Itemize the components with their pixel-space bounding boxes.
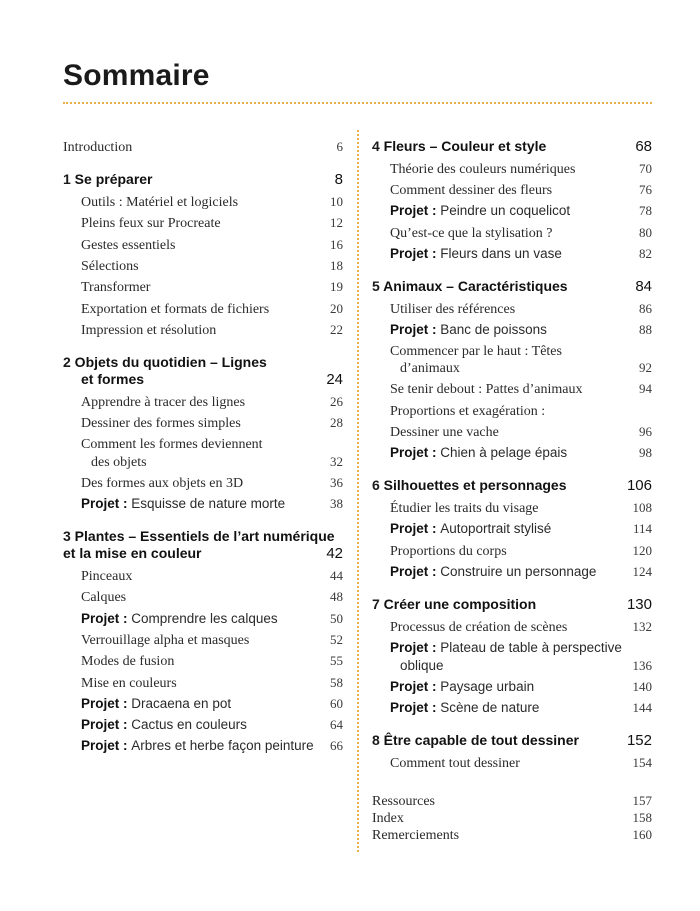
toc-item-label: [390, 300, 515, 318]
toc-item: [81, 652, 343, 670]
toc-backmatter-label: [372, 826, 459, 844]
toc-item-label: [390, 160, 575, 178]
toc-item-label: [81, 236, 175, 254]
toc-item: [390, 563, 652, 581]
section-number: 6: [372, 477, 380, 493]
toc-section-3-label: [63, 528, 335, 546]
toc-section-1-label: [63, 171, 153, 189]
toc-item: [81, 631, 343, 649]
toc-item-label: [81, 193, 238, 211]
toc-item: [81, 567, 343, 585]
backmatter-label: Remerciements: [372, 828, 460, 843]
entry-text: Scène de nature: [440, 700, 540, 715]
toc-backmatter-label: [372, 809, 404, 827]
toc-item: [390, 245, 652, 263]
toc-item-label: [81, 674, 177, 692]
section-number: 8: [372, 732, 380, 748]
toc-item: [81, 716, 343, 734]
toc-section-3-cont-page: 42: [326, 545, 343, 562]
toc-item-page: 10: [330, 194, 343, 209]
section-number: 5: [372, 278, 380, 294]
toc-item-label: [390, 618, 567, 636]
toc-item: [390, 321, 652, 339]
toc-item-page: 48: [330, 589, 343, 604]
toc-item-page: 78: [639, 203, 652, 218]
toc-item-label: [390, 639, 622, 657]
toc-item-label: [390, 342, 562, 360]
section-title: Objets du quotidien – Lignes: [70, 354, 267, 370]
toc-item-label: [81, 278, 150, 296]
toc-item-page: 70: [639, 161, 652, 176]
toc-item: [81, 588, 343, 606]
toc-section-1-page: 8: [334, 171, 343, 188]
toc-section-2: [63, 354, 343, 372]
toc-item: [81, 214, 343, 232]
toc-item-label: [81, 214, 221, 232]
entry-text: Dracaena en pot: [131, 696, 232, 711]
entry-text: Verrouillage alpha et masques: [81, 633, 250, 648]
section-number: 7: [372, 596, 380, 612]
project-tag: Projet :: [390, 445, 441, 460]
entry-text: Comprendre les calques: [131, 611, 278, 626]
page-title: Sommaire: [63, 59, 210, 92]
toc-item-page: 58: [330, 675, 343, 690]
toc-item-label: [390, 699, 539, 717]
project-tag: Projet :: [81, 717, 132, 732]
toc-item-cont-label: [400, 657, 444, 675]
toc-section-3-cont: [63, 545, 343, 563]
toc-item-cont-page: 32: [330, 454, 343, 469]
toc-section-2-cont-page: 24: [326, 371, 343, 388]
toc-item-cont-label: [400, 359, 460, 377]
entry-text: Modes de fusion: [81, 654, 175, 669]
toc-item-label: [81, 695, 231, 713]
toc-item-label: [81, 300, 269, 318]
toc-section-8-page: 152: [626, 732, 652, 749]
toc-item-label: [81, 257, 139, 275]
toc-item: [81, 737, 343, 755]
toc-item-label: [390, 444, 567, 462]
entry-text: Outils : Matériel et logiciels: [81, 195, 239, 210]
toc-item-label: [390, 224, 553, 242]
toc-section-7: [372, 596, 652, 614]
entry-text: Proportions du corps: [390, 544, 507, 559]
toc-item-page: 50: [330, 611, 343, 626]
section-title-cont: et la mise en couleur: [63, 545, 202, 561]
toc-section-5: [372, 278, 652, 296]
toc-section-7-label: [372, 596, 536, 614]
project-tag: Projet :: [81, 696, 132, 711]
toc-item-page: 38: [330, 496, 343, 511]
toc-item: [390, 202, 652, 220]
entry-text: Impression et résolution: [81, 323, 217, 338]
toc-item-label: [81, 631, 249, 649]
toc-item-label: [390, 380, 582, 398]
entry-text: Processus de création de scènes: [390, 620, 568, 635]
toc-item-page: 20: [330, 301, 343, 316]
toc-item: [390, 618, 652, 636]
section-number: 3: [63, 528, 71, 544]
toc-item-label: [81, 435, 263, 453]
entry-text: Autoportrait stylisé: [440, 521, 552, 536]
toc-intro-label: [63, 138, 132, 156]
toc-item-page: 76: [639, 182, 652, 197]
toc-section-3: [63, 528, 343, 546]
toc-item: [81, 393, 343, 411]
toc-item-label: [390, 402, 545, 420]
entry-text: Construire un personnage: [440, 564, 597, 579]
toc-item-label: [390, 181, 552, 199]
section-title: Fleurs – Couleur et style: [379, 138, 547, 154]
toc-item-label: [390, 202, 570, 220]
toc-backmatter: [372, 792, 652, 810]
section-number: 1: [63, 171, 71, 187]
toc-item-label: [390, 520, 551, 538]
toc-item: [390, 499, 652, 517]
toc-item-page: 60: [330, 696, 343, 711]
toc-item: [390, 639, 652, 657]
toc-item-label: [81, 652, 174, 670]
entry-text: d’animaux: [400, 361, 460, 376]
toc-item-cont-page: 136: [632, 658, 652, 673]
entry-text: Comment les formes deviennent: [81, 437, 263, 452]
toc-backmatter-page: 160: [632, 827, 652, 842]
intro-label: Introduction: [63, 140, 133, 155]
toc-item-page: 19: [330, 279, 343, 294]
toc-item-page: 66: [330, 738, 343, 753]
toc-item-page: 18: [330, 258, 343, 273]
toc-item: [390, 181, 652, 199]
toc-item-page: 16: [330, 237, 343, 252]
toc-item: [81, 300, 343, 318]
section-title-cont: et formes: [81, 371, 145, 387]
section-title: Se préparer: [70, 171, 153, 187]
toc-item-page: 144: [632, 700, 652, 715]
toc-section-8: [372, 732, 652, 750]
toc-item-label: [81, 737, 314, 755]
toc-item-page: 86: [639, 301, 652, 316]
toc-item-page: 55: [330, 653, 343, 668]
toc-item-page: 52: [330, 632, 343, 647]
toc-item: [81, 610, 343, 628]
entry-text: Comment tout dessiner: [390, 756, 520, 771]
toc-item: [390, 520, 652, 538]
entry-text: Utiliser des références: [390, 302, 516, 317]
entry-text: Gestes essentiels: [81, 238, 176, 253]
toc-item: [390, 342, 652, 360]
entry-text: Des formes aux objets en 3D: [81, 476, 244, 491]
project-tag: Projet :: [390, 246, 441, 261]
entry-text: des objets: [91, 455, 147, 470]
toc-item: [390, 678, 652, 696]
toc-section-4: [372, 138, 652, 156]
toc-item-cont-page: 96: [639, 424, 652, 439]
column-divider: [357, 130, 359, 852]
toc-backmatter: [372, 826, 652, 844]
toc-item: [390, 402, 652, 420]
toc-item-page: 22: [330, 322, 343, 337]
toc-item: [81, 321, 343, 339]
toc-backmatter: [372, 809, 652, 827]
project-tag: Projet :: [390, 679, 441, 694]
entry-text: Dessiner une vache: [390, 425, 499, 440]
toc-item: [81, 674, 343, 692]
toc-item: [81, 435, 343, 453]
toc-item-label: [81, 474, 243, 492]
toc-item-label: [390, 499, 539, 517]
toc-item-cont-page: 92: [639, 360, 652, 375]
toc-item-label: [81, 610, 278, 628]
toc-backmatter-page: 157: [632, 793, 652, 808]
toc-item-page: 120: [632, 543, 652, 558]
toc-section-3-cont-label: [63, 545, 202, 563]
toc-item-page: 12: [330, 215, 343, 230]
project-tag: Projet :: [390, 640, 441, 655]
toc-item-cont: [400, 359, 652, 377]
toc-section-6-label: [372, 477, 567, 495]
toc-item-label: [81, 567, 132, 585]
entry-text: Dessiner des formes simples: [81, 416, 241, 431]
project-tag: Projet :: [81, 611, 132, 626]
toc-item: [81, 474, 343, 492]
toc-item: [81, 278, 343, 296]
entry-text: Sélections: [81, 259, 139, 274]
toc-item-label: [390, 321, 547, 339]
toc-section-2-label: [63, 354, 267, 372]
toc-item: [81, 193, 343, 211]
project-tag: Projet :: [81, 738, 132, 753]
toc-item-page: 44: [330, 568, 343, 583]
toc-item-page: 132: [632, 619, 652, 634]
toc-section-4-label: [372, 138, 546, 156]
backmatter-label: Ressources: [372, 794, 435, 809]
toc-item-cont-label: [390, 423, 499, 441]
section-number: 4: [372, 138, 380, 154]
backmatter-label: Index: [372, 811, 404, 826]
toc-section-2-cont-label: [81, 371, 144, 389]
title-divider: [63, 102, 652, 104]
entry-text: Fleurs dans un vase: [440, 246, 562, 261]
toc-item-page: 124: [632, 564, 652, 579]
section-title: Créer une composition: [379, 596, 537, 612]
project-tag: Projet :: [390, 322, 441, 337]
toc-intro: [63, 138, 343, 156]
toc-item-cont: [91, 453, 343, 471]
entry-text: Paysage urbain: [440, 679, 535, 694]
entry-text: Mise en couleurs: [81, 676, 177, 691]
project-tag: Projet :: [81, 496, 132, 511]
entry-text: Arbres et herbe façon peinture: [131, 738, 314, 753]
toc-item-label: [81, 393, 245, 411]
toc-item: [81, 695, 343, 713]
toc-item-page: 36: [330, 475, 343, 490]
toc-item: [390, 300, 652, 318]
toc-item-page: 98: [639, 445, 652, 460]
toc-item-label: [390, 245, 562, 263]
project-tag: Projet :: [390, 564, 441, 579]
toc-section-6: [372, 477, 652, 495]
toc-item-label: [390, 563, 596, 581]
toc-item: [81, 414, 343, 432]
toc-item: [390, 444, 652, 462]
toc-item: [81, 257, 343, 275]
toc-item: [390, 224, 652, 242]
toc-backmatter-label: [372, 792, 435, 810]
toc-item-page: 108: [632, 500, 652, 515]
toc-item-label: [81, 321, 216, 339]
toc-item-label: [81, 495, 285, 513]
toc-item-label: [81, 588, 126, 606]
toc-item-page: 88: [639, 322, 652, 337]
project-tag: Projet :: [390, 521, 441, 536]
toc-intro-page: 6: [336, 139, 343, 154]
toc-section-6-page: 106: [626, 477, 652, 494]
toc-item: [81, 236, 343, 254]
toc-item-page: 64: [330, 717, 343, 732]
project-tag: Projet :: [390, 700, 441, 715]
entry-text: Esquisse de nature morte: [131, 496, 286, 511]
entry-text: Qu’est-ce que la stylisation ?: [390, 226, 553, 241]
entry-text: Exportation et formats de fichiers: [81, 302, 270, 317]
toc-item-page: 140: [632, 679, 652, 694]
toc-section-5-label: [372, 278, 568, 296]
toc-section-4-page: 68: [635, 138, 652, 155]
entry-text: Chien à pelage épais: [440, 445, 568, 460]
entry-text: oblique: [400, 658, 444, 673]
toc-item: [390, 754, 652, 772]
entry-text: Plateau de table à perspective: [440, 640, 622, 655]
entry-text: Calques: [81, 590, 127, 605]
toc-item-label: [390, 754, 520, 772]
toc-item-label: [81, 716, 247, 734]
entry-text: Peindre un coquelicot: [440, 203, 571, 218]
section-number: 2: [63, 354, 71, 370]
entry-text: Commencer par le haut : Têtes: [390, 344, 562, 359]
toc-section-8-label: [372, 732, 579, 750]
entry-text: Se tenir debout : Pattes d’animaux: [390, 382, 583, 397]
section-title: Animaux – Caractéristiques: [379, 278, 568, 294]
toc-item-cont: [400, 657, 652, 675]
toc-item: [390, 380, 652, 398]
toc-item-label: [390, 678, 534, 696]
toc-item-label: [81, 414, 241, 432]
toc-item-page: 94: [639, 381, 652, 396]
toc-item-cont: [390, 423, 652, 441]
toc-item: [81, 495, 343, 513]
toc-item-page: 80: [639, 225, 652, 240]
toc-backmatter-page: 158: [632, 810, 652, 825]
project-tag: Projet :: [390, 203, 441, 218]
toc-section-5-page: 84: [635, 278, 652, 295]
entry-text: Banc de poissons: [440, 322, 547, 337]
toc-item: [390, 699, 652, 717]
toc-section-2-cont: [81, 371, 343, 389]
entry-text: Pinceaux: [81, 569, 133, 584]
entry-text: Théorie des couleurs numériques: [390, 162, 576, 177]
toc-item-label: [390, 542, 507, 560]
toc-item-cont-label: [91, 453, 147, 471]
toc-item-page: 154: [632, 755, 652, 770]
toc-item: [390, 542, 652, 560]
entry-text: Pleins feux sur Procreate: [81, 216, 221, 231]
section-title: Plantes – Essentiels de l’art numérique: [70, 528, 335, 544]
toc-item-page: 114: [632, 521, 652, 536]
entry-text: Étudier les traits du visage: [390, 501, 539, 516]
toc-item-page: 26: [330, 394, 343, 409]
entry-text: Transformer: [81, 280, 151, 295]
toc-item: [390, 160, 652, 178]
toc-item-page: 82: [639, 246, 652, 261]
entry-text: Comment dessiner des fleurs: [390, 183, 553, 198]
entry-text: Cactus en couleurs: [131, 717, 247, 732]
entry-text: Proportions et exagération :: [390, 404, 546, 419]
section-title: Silhouettes et personnages: [379, 477, 567, 493]
section-title: Être capable de tout dessiner: [379, 732, 579, 748]
toc-item-page: 28: [330, 415, 343, 430]
toc-section-7-page: 130: [626, 596, 652, 613]
entry-text: Apprendre à tracer des lignes: [81, 395, 246, 410]
toc-section-1: [63, 171, 343, 189]
